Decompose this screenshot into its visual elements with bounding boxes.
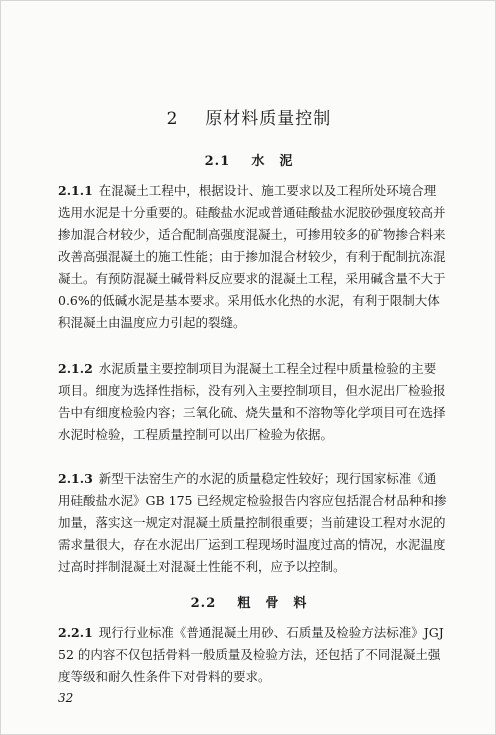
section-title: 水 泥 [251,154,294,169]
chapter-title: 原材料质量控制 [205,109,332,129]
section-heading-2-2 [1,592,496,611]
clause-2-1-2 [58,358,448,446]
chapter-number: 2 [166,109,179,129]
section-title: 粗 骨 料 [237,596,308,611]
section-number: 2.2 [190,596,217,611]
page-number: 32 [58,691,74,705]
clause-number: 2.1.1 [58,183,93,198]
chapter-heading [1,104,496,129]
clause-2-1-3 [58,468,448,578]
clause-number: 2.1.3 [58,471,93,486]
clause-text: 现行行业标准《普通混凝土用砂、石质量及检验方法标准》JGJ 52 的内容不仅包括骨料一般质量及检验方法，还包括了不同混凝土强度等级和耐久性条件下对骨料的要求。 [58,625,444,684]
clause-text: 新型干法窑生产的水泥的质量稳定性较好；现行国家标准《通用硅酸盐水泥》GB 175 已经规定检验报告内容应包括混合材品种和掺加量，落实这一规定对混凝土质量控制很重要；当前建设工程对水泥的需求量很大，存在水泥出厂运到工程现场时温度过高的情况，水泥温度过高时拌制混凝土对混凝土性能不利，应予以控制。 [58,471,447,574]
clause-2-1-1 [58,180,448,334]
clause-text: 在混凝土工程中，根据设计、施工要求以及工程所处环境合理选用水泥是十分重要的。硅酸盐水泥或普通硅酸盐水泥胶砂强度较高并掺加混合材较少，适合配制高强度混凝土，可掺用较多的矿物掺合料来改善高强混凝土的施工性能；由于掺加混合材较少，有利于配制抗冻混凝土。有预防混凝土碱骨料反应要求的混凝土工程，采用碱含量不大于 0.6%的低碱水泥是基本要求。采用低水化热的水泥，有利于限制大体积混凝土由温度应力引起的裂缝。 [58,183,446,330]
section-heading-2-1 [1,150,496,169]
clause-number: 2.2.1 [58,625,93,640]
clause-number: 2.1.2 [58,361,93,376]
section-number: 2.1 [204,154,231,169]
clause-2-2-1 [58,622,448,688]
clause-text: 水泥质量主要控制项目为混凝土工程全过程中质量检验的主要项目。细度为选择性指标，没有列入主要控制项目，但水泥出厂检验报告中有细度检验内容；三氧化硫、烧失量和不溶物等化学项目可在选择水泥时检验，工程质量控制可以出厂检验为依据。 [58,361,446,442]
